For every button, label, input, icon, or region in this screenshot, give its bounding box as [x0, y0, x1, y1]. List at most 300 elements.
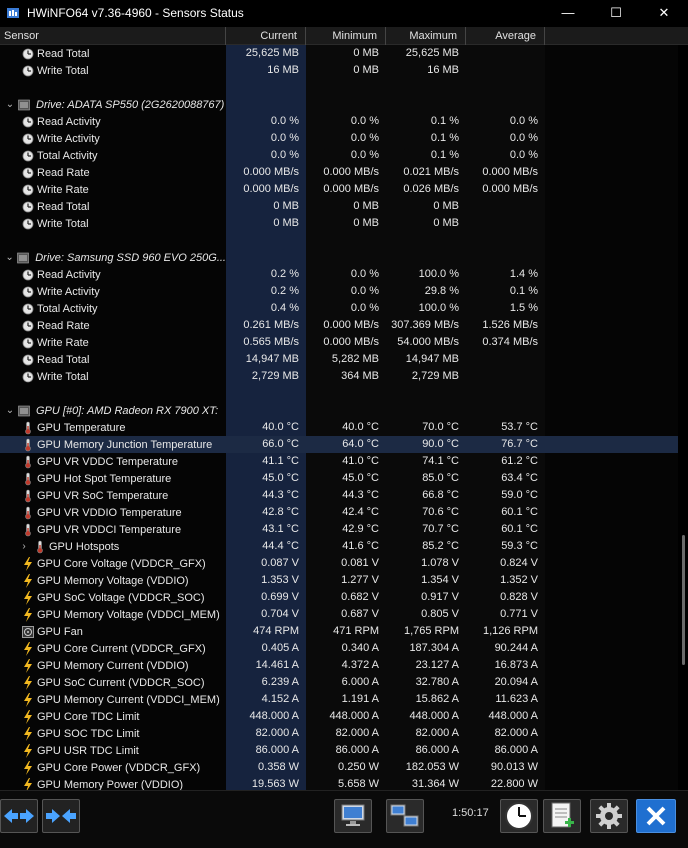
sensor-row[interactable]: [0, 45, 688, 62]
current-value: 82.000 A: [226, 725, 306, 742]
current-value: 0.405 A: [226, 640, 306, 657]
minimum-value: 82.000 A: [306, 725, 386, 742]
average-value: [466, 232, 545, 249]
sensor-name-cell: [0, 742, 226, 759]
current-value: 0.699 V: [226, 589, 306, 606]
minimum-value: 0.682 V: [306, 589, 386, 606]
current-value: 0.087 V: [226, 555, 306, 572]
maximum-value: 1.078 V: [386, 555, 466, 572]
minimum-value: [306, 249, 386, 266]
sensor-row[interactable]: [0, 504, 688, 521]
maximum-value: 0.1 %: [386, 130, 466, 147]
clock-icon: [22, 116, 34, 128]
minimum-value: [306, 232, 386, 249]
current-value: 43.1 °C: [226, 521, 306, 538]
current-value: 41.1 °C: [226, 453, 306, 470]
sensor-row[interactable]: [0, 266, 688, 283]
gear-icon: [594, 801, 624, 831]
average-value: 1.4 %: [466, 266, 545, 283]
sensor-row[interactable]: [0, 283, 688, 300]
current-value: 6.239 A: [226, 674, 306, 691]
current-value: 0 MB: [226, 215, 306, 232]
expand-collapse-button[interactable]: [0, 799, 38, 833]
maximum-value: 187.304 A: [386, 640, 466, 657]
reset-timer-button[interactable]: [500, 799, 538, 833]
maximum-value: 0 MB: [386, 198, 466, 215]
maximum-value: [386, 96, 466, 113]
sensor-row[interactable]: [0, 300, 688, 317]
average-value: 90.244 A: [466, 640, 545, 657]
average-value: 0.771 V: [466, 606, 545, 623]
maximum-value: 182.053 W: [386, 759, 466, 776]
sensor-row[interactable]: [0, 62, 688, 79]
sensor-row[interactable]: [0, 317, 688, 334]
maximum-value: 0.021 MB/s: [386, 164, 466, 181]
sensor-label: GPU Hot Spot Temperature: [37, 472, 172, 485]
average-value: 0.0 %: [466, 113, 545, 130]
maximum-value: 16 MB: [386, 62, 466, 79]
minimum-value: 0.0 %: [306, 130, 386, 147]
maximum-value: 32.780 A: [386, 674, 466, 691]
sensor-row[interactable]: [0, 589, 688, 606]
average-value: [466, 79, 545, 96]
maximum-value: 54.000 MB/s: [386, 334, 466, 351]
network-sensor-button[interactable]: [334, 799, 372, 833]
sensor-label: GPU USR TDC Limit: [37, 744, 139, 757]
sensor-label: Read Total: [37, 353, 90, 366]
title-bar: [0, 0, 688, 25]
group-title: Drive: ADATA SP550 (2G2620088767): [36, 98, 225, 111]
clock-icon: [22, 303, 34, 315]
maximum-value: [386, 385, 466, 402]
minimize-button[interactable]: —: [561, 5, 575, 20]
chevron-down-icon[interactable]: ⌄: [5, 405, 15, 416]
average-value: 63.4 °C: [466, 470, 545, 487]
average-value: 61.2 °C: [466, 453, 545, 470]
sensor-name-cell: [0, 130, 226, 147]
average-value: [466, 385, 545, 402]
sensor-name-cell: [0, 521, 226, 538]
maximum-value: 82.000 A: [386, 725, 466, 742]
drive-icon: [17, 252, 29, 264]
sensor-row[interactable]: [0, 572, 688, 589]
column-header-average[interactable]: Average: [466, 27, 545, 45]
clock-icon: [22, 371, 34, 383]
sensor-row[interactable]: [0, 436, 688, 453]
sensor-label: Write Total: [37, 64, 89, 77]
group-title: GPU [#0]: AMD Radeon RX 7900 XT:: [36, 404, 219, 417]
sensor-name-cell: [0, 368, 226, 385]
minimum-value: 0.0 %: [306, 147, 386, 164]
sensor-label: GPU VR VDDCI Temperature: [37, 523, 182, 536]
sensor-row[interactable]: [0, 113, 688, 130]
spacer-row: [0, 385, 688, 402]
sensor-label: Write Activity: [37, 285, 100, 298]
column-header: [0, 27, 688, 45]
average-value: 16.873 A: [466, 657, 545, 674]
gpu-icon: [18, 405, 30, 417]
maximize-button[interactable]: ☐: [610, 4, 622, 20]
minimum-value: 41.0 °C: [306, 453, 386, 470]
average-value: 1.352 V: [466, 572, 545, 589]
sensor-row[interactable]: [0, 181, 688, 198]
sensor-row[interactable]: [0, 198, 688, 215]
maximum-value: 29.8 %: [386, 283, 466, 300]
sensor-row[interactable]: [0, 674, 688, 691]
sensor-row[interactable]: [0, 164, 688, 181]
average-value: 0.000 MB/s: [466, 164, 545, 181]
maximum-value: 100.0 %: [386, 300, 466, 317]
sensor-row[interactable]: [0, 623, 688, 640]
sensor-row[interactable]: [0, 470, 688, 487]
minimum-value: [306, 402, 386, 419]
column-header-current[interactable]: Current: [226, 27, 306, 45]
thermometer-icon: [22, 439, 34, 451]
sensor-row[interactable]: [0, 606, 688, 623]
sensor-label: Write Total: [37, 217, 89, 230]
maximum-value: 23.127 A: [386, 657, 466, 674]
hwinfo-app-icon: [6, 6, 20, 20]
sensor-label: GPU Memory Power (VDDIO): [37, 778, 184, 790]
sensor-name-cell: [0, 164, 226, 181]
sensor-name-cell: [0, 436, 226, 453]
current-value: 16 MB: [226, 62, 306, 79]
average-value: 1.526 MB/s: [466, 317, 545, 334]
sensor-label: GPU Memory Voltage (VDDCI_MEM): [37, 608, 220, 621]
current-value: 14,947 MB: [226, 351, 306, 368]
sensor-label: GPU Core Current (VDDCR_GFX): [37, 642, 206, 655]
maximum-value: [386, 402, 466, 419]
clock-icon: [22, 320, 34, 332]
current-value: 44.4 °C: [226, 538, 306, 555]
sensor-group-row[interactable]: [0, 96, 688, 113]
column-header-minimum[interactable]: Minimum: [306, 27, 386, 45]
drive-icon: [18, 99, 30, 111]
sensor-name-cell: [0, 334, 226, 351]
current-value: [226, 402, 306, 419]
current-value: 0.2 %: [226, 283, 306, 300]
settings-button[interactable]: [590, 799, 628, 833]
minimum-value: 364 MB: [306, 368, 386, 385]
sensor-row[interactable]: [0, 776, 688, 790]
maximum-value: 70.7 °C: [386, 521, 466, 538]
sensor-row[interactable]: [0, 640, 688, 657]
thermometer-icon: [22, 422, 34, 434]
minimum-value: 86.000 A: [306, 742, 386, 759]
minimum-value: 448.000 A: [306, 708, 386, 725]
minimum-value: 0.000 MB/s: [306, 317, 386, 334]
minimum-value: 5,282 MB: [306, 351, 386, 368]
current-value: 0.4 %: [226, 300, 306, 317]
arrows-left-right-icon: [3, 807, 35, 825]
clock-icon: [22, 48, 34, 60]
current-value: 25,625 MB: [226, 45, 306, 62]
current-value: [226, 232, 306, 249]
maximum-value: 0.1 %: [386, 113, 466, 130]
clock-icon: [22, 65, 34, 77]
maximum-value: 100.0 %: [386, 266, 466, 283]
average-value: 0.824 V: [466, 555, 545, 572]
sensor-label: GPU SOC TDC Limit: [37, 727, 140, 740]
maximum-value: 70.0 °C: [386, 419, 466, 436]
current-value: 66.0 °C: [226, 436, 306, 453]
sensor-group-row[interactable]: [0, 249, 688, 266]
current-value: 0.704 V: [226, 606, 306, 623]
current-value: 0.358 W: [226, 759, 306, 776]
clock-icon: [22, 150, 34, 162]
close-sensors-button[interactable]: [636, 799, 676, 833]
sensor-label: Read Total: [37, 200, 90, 213]
sensor-name-cell: [0, 232, 226, 249]
minimum-value: 0.000 MB/s: [306, 164, 386, 181]
current-value: 14.461 A: [226, 657, 306, 674]
average-value: 0.1 %: [466, 283, 545, 300]
minimum-value: 41.6 °C: [306, 538, 386, 555]
average-value: 11.623 A: [466, 691, 545, 708]
arrows-inward-icon: [45, 807, 77, 825]
maximum-value: 85.0 °C: [386, 470, 466, 487]
lightning-icon: [22, 677, 34, 689]
sensor-name-cell: [0, 79, 226, 96]
thermometer-icon: [22, 456, 34, 468]
clock-icon: [22, 167, 34, 179]
current-value: 0.565 MB/s: [226, 334, 306, 351]
minimum-value: 0.0 %: [306, 113, 386, 130]
group-title: Drive: Samsung SSD 960 EVO 250G...: [35, 251, 226, 264]
sensor-name-cell: [0, 657, 226, 674]
sensor-row[interactable]: [0, 657, 688, 674]
sensor-label: GPU Memory Voltage (VDDIO): [37, 574, 189, 587]
maximum-value: 66.8 °C: [386, 487, 466, 504]
current-value: 0.0 %: [226, 113, 306, 130]
minimum-value: 1.191 A: [306, 691, 386, 708]
sensor-label: GPU SoC Current (VDDCR_SOC): [37, 676, 205, 689]
sensor-name-cell: [0, 487, 226, 504]
column-header-maximum[interactable]: Maximum: [386, 27, 466, 45]
maximum-value: [386, 249, 466, 266]
sensor-table: [0, 45, 688, 790]
average-value: 1,126 RPM: [466, 623, 545, 640]
sensor-row[interactable]: [0, 708, 688, 725]
elapsed-timer: 1:50:17: [452, 807, 489, 819]
average-value: 60.1 °C: [466, 521, 545, 538]
average-value: [466, 62, 545, 79]
sensor-name-cell: [0, 45, 226, 62]
minimum-value: [306, 79, 386, 96]
sensor-label: GPU Fan: [37, 625, 83, 638]
maximum-value: 86.000 A: [386, 742, 466, 759]
minimum-value: 4.372 A: [306, 657, 386, 674]
sensor-name-cell: [0, 113, 226, 130]
sensor-label: Total Activity: [37, 302, 98, 315]
sensor-name-cell: [0, 555, 226, 572]
lightning-icon: [22, 762, 34, 774]
sensor-label: GPU Memory Current (VDDCI_MEM): [37, 693, 220, 706]
average-value: 0.828 V: [466, 589, 545, 606]
scrollbar-thumb[interactable]: [682, 535, 685, 665]
average-value: 0.0 %: [466, 147, 545, 164]
sensor-name-cell: [0, 691, 226, 708]
current-value: [226, 385, 306, 402]
sensor-name-cell: [0, 776, 226, 790]
chevron-down-icon[interactable]: ⌄: [5, 252, 14, 263]
remote-connection-button[interactable]: [386, 799, 424, 833]
chevron-down-icon[interactable]: ⌄: [5, 99, 15, 110]
sensor-name-cell: [0, 759, 226, 776]
sensor-label: GPU VR VDDIO Temperature: [37, 506, 182, 519]
minimum-value: 471 RPM: [306, 623, 386, 640]
clock-icon: [22, 337, 34, 349]
sensor-label: Read Total: [37, 47, 90, 60]
maximum-value: 31.364 W: [386, 776, 466, 790]
lightning-icon: [22, 745, 34, 757]
sensor-name-cell: [0, 283, 226, 300]
sensor-label: Read Activity: [37, 268, 101, 281]
collapse-columns-button[interactable]: [42, 799, 80, 833]
sensor-name-cell: [0, 708, 226, 725]
current-value: 45.0 °C: [226, 470, 306, 487]
maximum-value: 0.917 V: [386, 589, 466, 606]
minimum-value: 0.000 MB/s: [306, 181, 386, 198]
average-value: 60.1 °C: [466, 504, 545, 521]
sensor-name-cell: [0, 589, 226, 606]
current-value: 0.261 MB/s: [226, 317, 306, 334]
minimum-value: 0 MB: [306, 62, 386, 79]
minimum-value: 0.000 MB/s: [306, 334, 386, 351]
minimum-value: 0.340 A: [306, 640, 386, 657]
sensor-name-cell: [0, 538, 226, 555]
average-value: [466, 351, 545, 368]
sensor-row[interactable]: [0, 521, 688, 538]
clock-icon: [22, 354, 34, 366]
average-value: [466, 215, 545, 232]
sensor-label: Write Total: [37, 370, 89, 383]
thermometer-icon: [22, 507, 34, 519]
logging-button[interactable]: [543, 799, 581, 833]
maximum-value: 0 MB: [386, 215, 466, 232]
sensor-row[interactable]: [0, 555, 688, 572]
maximum-value: 70.6 °C: [386, 504, 466, 521]
sensor-row[interactable]: [0, 742, 688, 759]
current-value: 4.152 A: [226, 691, 306, 708]
sensor-row[interactable]: [0, 487, 688, 504]
sensor-label: Read Rate: [37, 166, 90, 179]
thermometer-icon: [22, 524, 34, 536]
thermometer-icon: [34, 541, 46, 553]
maximum-value: 14,947 MB: [386, 351, 466, 368]
current-value: [226, 79, 306, 96]
sensor-name-cell: [0, 504, 226, 521]
sensor-label: Write Activity: [37, 132, 100, 145]
vertical-scrollbar[interactable]: [678, 45, 688, 790]
clock-icon: [504, 801, 534, 831]
minimum-value: [306, 96, 386, 113]
sensor-name-cell: [0, 215, 226, 232]
sensor-row[interactable]: [0, 130, 688, 147]
chevron-right-icon[interactable]: ›: [22, 541, 26, 552]
sensor-row[interactable]: [0, 725, 688, 742]
sensor-name-cell: [0, 300, 226, 317]
sensor-name-cell: [0, 181, 226, 198]
sensor-label: GPU Core Power (VDDCR_GFX): [37, 761, 201, 774]
current-value: 44.3 °C: [226, 487, 306, 504]
lightning-icon: [22, 660, 34, 672]
sensor-name-cell: [0, 470, 226, 487]
sensor-row[interactable]: [0, 334, 688, 351]
current-value: [226, 249, 306, 266]
current-value: [226, 96, 306, 113]
spacer-row: [0, 232, 688, 249]
sensor-row[interactable]: [0, 215, 688, 232]
maximum-value: 85.2 °C: [386, 538, 466, 555]
sensor-label: GPU Core TDC Limit: [37, 710, 140, 723]
sensor-name-cell: [0, 453, 226, 470]
thermometer-icon: [22, 490, 34, 502]
current-value: 0.000 MB/s: [226, 181, 306, 198]
thermometer-icon: [22, 473, 34, 485]
sensor-row[interactable]: [0, 453, 688, 470]
average-value: 59.0 °C: [466, 487, 545, 504]
current-value: 0.2 %: [226, 266, 306, 283]
close-window-button[interactable]: ✕: [658, 4, 670, 20]
minimum-value: 0.0 %: [306, 266, 386, 283]
sensor-label: GPU Core Voltage (VDDCR_GFX): [37, 557, 206, 570]
current-value: 1.353 V: [226, 572, 306, 589]
current-value: 0.0 %: [226, 147, 306, 164]
sensor-group-row[interactable]: [0, 402, 688, 419]
sensor-row[interactable]: [0, 538, 688, 555]
monitor-network-icon: [339, 803, 367, 829]
maximum-value: [386, 232, 466, 249]
lightning-icon: [22, 643, 34, 655]
minimum-value: 0 MB: [306, 198, 386, 215]
sensor-row[interactable]: [0, 419, 688, 436]
lightning-icon: [22, 575, 34, 587]
current-value: 86.000 A: [226, 742, 306, 759]
average-value: 86.000 A: [466, 742, 545, 759]
maximum-value: 0.1 %: [386, 147, 466, 164]
minimum-value: 5.658 W: [306, 776, 386, 790]
sensor-row[interactable]: [0, 351, 688, 368]
average-value: 0.000 MB/s: [466, 181, 545, 198]
sensor-name-cell: [0, 351, 226, 368]
sensor-name-cell: [0, 623, 226, 640]
sensor-name-cell: [0, 402, 226, 419]
sensor-row[interactable]: [0, 759, 688, 776]
sensor-row[interactable]: [0, 691, 688, 708]
sensor-name-cell: [0, 385, 226, 402]
maximum-value: 15.862 A: [386, 691, 466, 708]
average-value: [466, 96, 545, 113]
average-value: 59.3 °C: [466, 538, 545, 555]
column-header-sensor[interactable]: Sensor: [0, 27, 226, 45]
sensor-row[interactable]: [0, 147, 688, 164]
average-value: 76.7 °C: [466, 436, 545, 453]
lightning-icon: [22, 558, 34, 570]
minimum-value: 40.0 °C: [306, 419, 386, 436]
current-value: 474 RPM: [226, 623, 306, 640]
current-value: 2,729 MB: [226, 368, 306, 385]
spacer-row: [0, 79, 688, 96]
maximum-value: 0.026 MB/s: [386, 181, 466, 198]
average-value: [466, 45, 545, 62]
lightning-icon: [22, 592, 34, 604]
close-x-icon: [643, 803, 669, 829]
minimum-value: 6.000 A: [306, 674, 386, 691]
average-value: 82.000 A: [466, 725, 545, 742]
minimum-value: 0.0 %: [306, 283, 386, 300]
sensor-row[interactable]: [0, 368, 688, 385]
